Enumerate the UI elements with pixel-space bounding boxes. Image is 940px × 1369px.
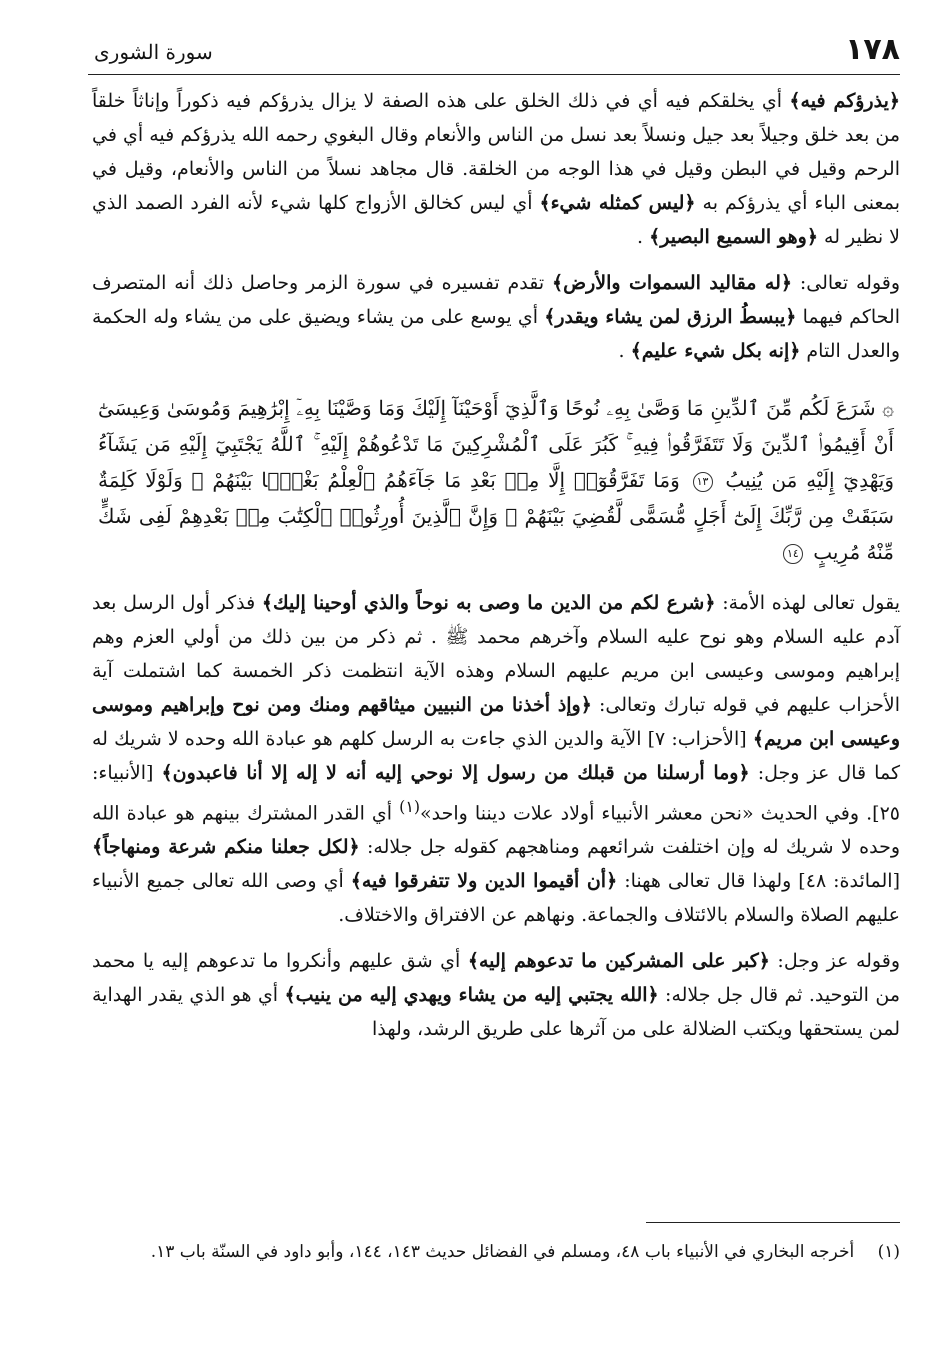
paragraph-1: ﴿يذرؤكم فيه﴾ أي يخلقكم فيه أي في ذلك الخلق على هذه الصفة لا يزال يذرؤكم فيه ذكوراً وإناثاً خلقاً من بعد خلق وجيلاً بعد جيل ونسلاً بعد نسل من الناس والأنعام وقال البغوي رحمه الله يذرؤكم فيه أي في الرحم وقيل في البطن وقيل في هذا الوجه من الخلقة. قال مجاهد نسلاً من الناس والأنعام، وقيل في بمعنى الباء أي يذرؤكم به ﴿ليس كمثله شيء﴾ أي ليس كخالق الأزواج كلها شيء لأنه الفرد الصمد الذي لا نظير له ﴿وهو السميع البصير﴾ . bbox=[92, 90, 900, 248]
page-number: ١٧٨ bbox=[845, 32, 900, 67]
footnote bbox=[92, 1236, 900, 1268]
verse-number-13: ١٣ bbox=[693, 472, 713, 492]
paragraph-2: وقوله تعالى: ﴿له مقاليد السموات والأرض﴾ تقدم تفسيره في سورة الزمر وحاصل ذلك أنه المتصرف الحاكم فيهما ﴿يبسطُ الرزق لمن يشاء ويقدر﴾ أي يوسع على من يشاء ويضيق على من يشاء وله الحكمة والعدل التام ﴿إنه بكل شيء عليم﴾ . bbox=[92, 272, 901, 362]
verse-13-text: ۞ شَرَعَ لَكُم مِّنَ ٱلدِّينِ مَا وَصَّىٰ بِهِۦ نُوحًا وَٱلَّذِيٓ أَوْحَيْنَآ إِلَيْكَ وَمَا وَصَّيْنَا بِهِۦٓ إِبْرَٰهِيمَ وَمُوسَىٰ وَعِيسَىٰٓ أَنْ أَقِيمُوا۟ ٱلدِّينَ وَلَا تَتَفَرَّقُوا۟ فِيهِ ۚ كَبُرَ عَلَى ٱلْمُشْرِكِينَ مَا تَدْعُوهُمْ إِلَيْهِ ۚ ٱللَّهُ يَجْتَبِيٓ إِلَيْهِ مَن يَشَآءُ وَيَهْدِيٓ إِلَيْهِ مَن يُنِيبُ bbox=[98, 396, 895, 492]
paragraph-3: يقول تعالى لهذه الأمة: ﴿شرع لكم من الدين ما وصى به نوحاً والذي أوحينا إليك﴾ فذكر أول الرسل بعد آدم عليه السلام وهو نوح عليه السلام وآخرهم محمد ﷺ . ثم ذكر من بين ذلك من أولي العزم وهم إبراهيم وموسى وعيسى ابن مريم عليهم السلام وهذه الآية انتظمت ذكر الخمسة كما اشتملت آية الأحزاب عليهم في قوله تبارك وتعالى: ﴿وإذ أخذنا من النبيين ميثاقهم ومنك ومن نوح وإبراهيم وموسى وعيسى ابن مريم﴾ [الأحزاب: ٧] الآية والدين الذي جاءت به الرسل كلهم هو عبادة الله وحده لا شريك له كما قال عز وجل: ﴿وما أرسلنا من قبلك من رسول إلا نوحي إليه أنه لا إله إلا أنا فاعبدون﴾ [الأنبياء: ٢٥]. وفي الحديث «نحن معشر الأنبياء أولاد علات ديننا واحد»$^{(١)}$ أي القدر المشترك بينهم هو عبادة الله وحده لا شريك له وإن اختلفت شرائعهم ومناهجهم كقوله جل جلاله: ﴿لكل جعلنا منكم شرعة ومنهاجاً﴾ [المائدة: ٤٨] ولهذا قال تعالى ههنا: ﴿أن أقيموا الدين ولا تتفرقوا فيه﴾ أي وصى الله تعالى جميع الأنبياء عليهم الصلاة والسلام بالائتلاف والجماعة. ونهاهم عن الافتراق والاختلاف. bbox=[92, 592, 901, 927]
footnote-number: (١) bbox=[877, 1242, 900, 1262]
verse-14-text: وَمَا تَفَرَّقُوٓا۟ إِلَّا مِنۢ بَعْدِ مَا جَآءَهُمُ ٱلْعِلْمُ بَغْيًۢا بَيْنَهُمْ ۚ وَلَوْلَا كَلِمَةٌ سَبَقَتْ مِن رَّبِّكَ إِلَىٰٓ أَجَلٍ مُّسَمًّى لَّقُضِيَ بَيْنَهُمْ ۚ وَإِنَّ ٱلَّذِينَ أُورِثُوا۟ ٱلْكِتَٰبَ مِنۢ بَعْدِهِمْ لَفِى شَكٍّ مِّنْهُ مُرِيبٍ bbox=[98, 468, 894, 564]
page-body bbox=[92, 84, 900, 1058]
page-header bbox=[88, 28, 900, 75]
footnote-divider bbox=[646, 1222, 900, 1223]
surah-title: سورة الشورى bbox=[94, 40, 213, 64]
quran-verse-block bbox=[92, 390, 900, 570]
paragraph-4: وقوله عز وجل: ﴿كبر على المشركين ما تدعوهم إليه﴾ أي شق عليهم وأنكروا ما تدعوهم إليه يا محمد من التوحيد. ثم قال جل جلاله: ﴿الله يجتبي إليه من يشاء ويهدي إليه من ينيب﴾ أي هو الذي يقدر الهداية لمن يستحقها ويكتب الضلالة على من آثرها على طريق الرشد، ولهذا bbox=[92, 950, 901, 1041]
footnote-text: أخرجه البخاري في الأنبياء باب ٤٨، ومسلم في الفضائل حديث ١٤٣، ١٤٤، وأبو داود في السنّة باب ١٣. bbox=[150, 1242, 855, 1262]
verse-number-14: ١٤ bbox=[783, 544, 803, 564]
